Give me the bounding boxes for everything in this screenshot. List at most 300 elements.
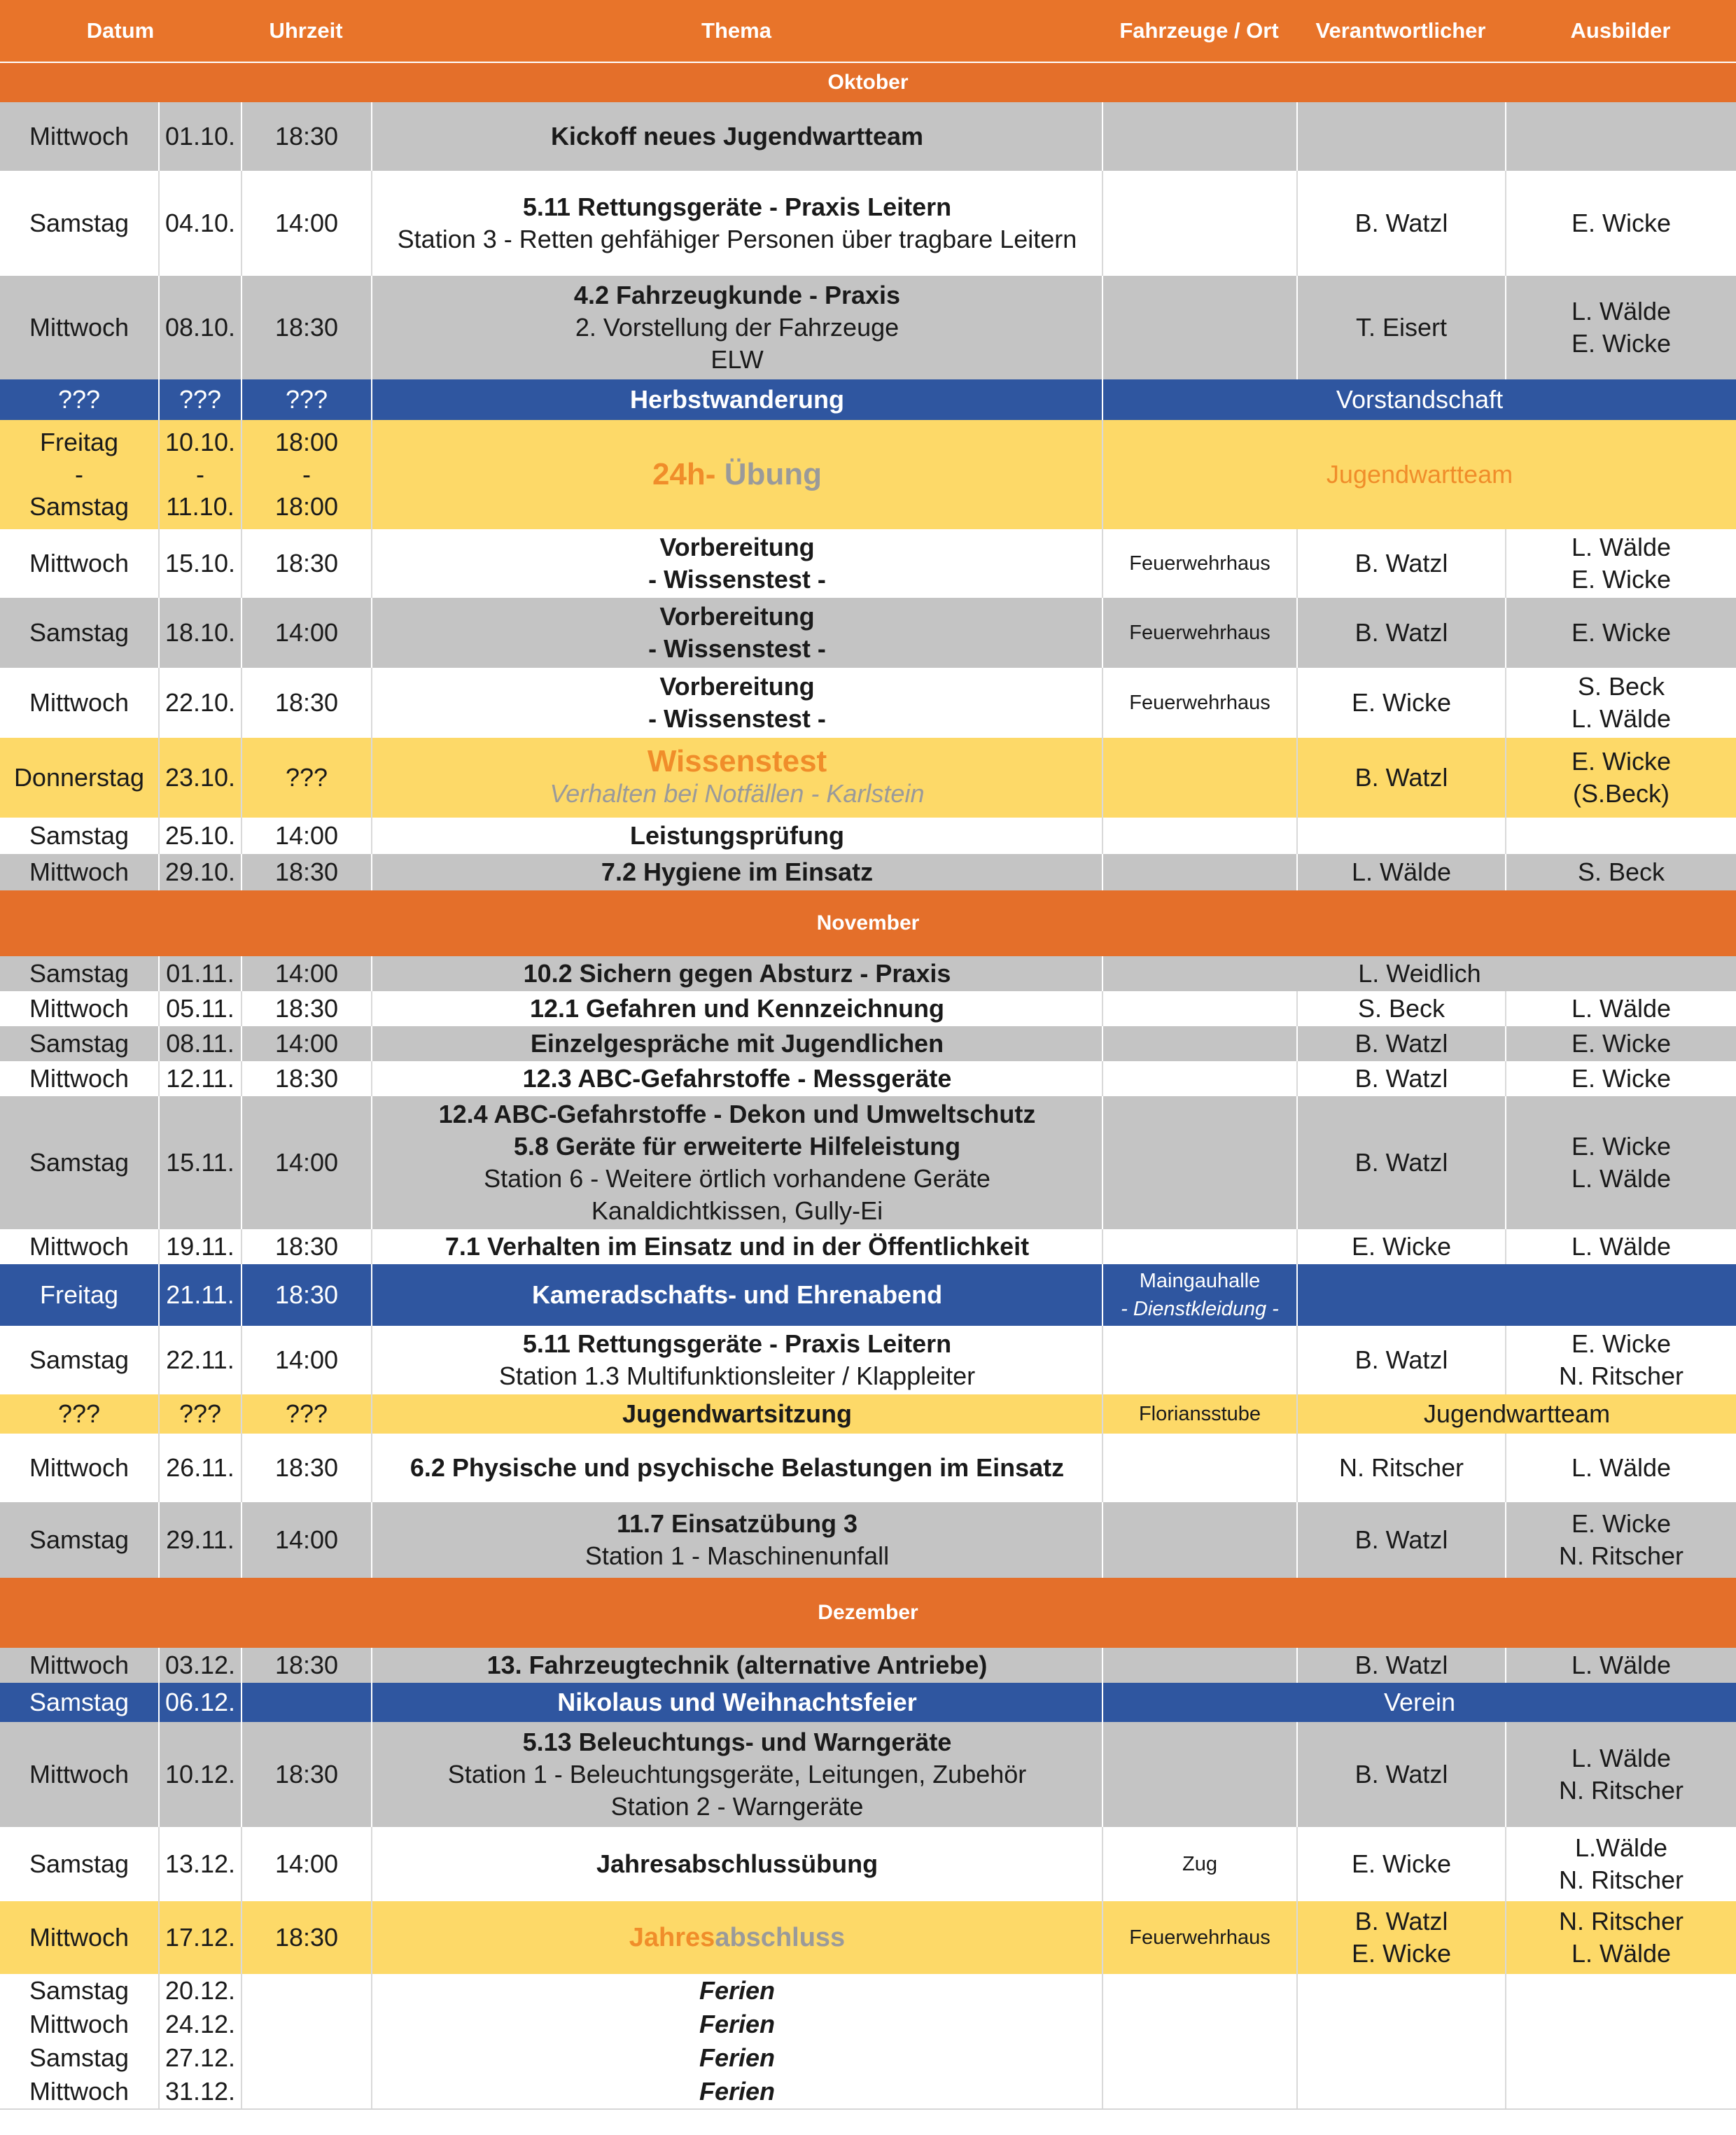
cell-responsible [1296, 102, 1505, 171]
cell-date: 10.12. [158, 1722, 241, 1827]
cell-date: 08.10. [158, 276, 241, 379]
cell-instructor [1505, 2008, 1736, 2041]
table-row [0, 1326, 1736, 1396]
cell-responsible: E. Wicke [1296, 1229, 1505, 1264]
cell-date: 04.10. [158, 171, 241, 276]
cell-date: 01.10. [158, 102, 241, 171]
cell-topic [371, 1326, 1102, 1394]
topic-title: Wissenstest [647, 744, 827, 778]
table-row [0, 1648, 1736, 1684]
cell-topic: Herbstwanderung [371, 379, 1102, 420]
cell-responsible: B. Watzl [1296, 1326, 1505, 1394]
cell-instructor [1505, 1722, 1736, 1827]
cell-time: ??? [241, 379, 371, 420]
cell-instructor: E. Wicke [1505, 171, 1736, 276]
table-row-event [0, 1683, 1736, 1722]
cell-location [1102, 1096, 1296, 1229]
table-row [0, 1096, 1736, 1231]
cell-day: Mittwoch [29, 1923, 130, 1952]
cell-topic: Ferien [371, 2075, 1102, 2108]
instructor-name: N. Ritscher [1558, 1362, 1684, 1390]
cell-date: 22.10. [158, 668, 241, 738]
table-row [0, 818, 1736, 855]
instructor-name: L. Wälde [1571, 704, 1672, 733]
cell-responsible: B. Watzl [1296, 1722, 1505, 1827]
cell-responsible: B. Watzl [1296, 598, 1505, 668]
cell-location [1102, 1974, 1296, 2008]
cell-day: Samstag [29, 821, 130, 850]
table-row [0, 1827, 1736, 1903]
header-ausbilder: Ausbilder [1570, 18, 1671, 43]
cell-responsible: S. Beck [1296, 991, 1505, 1026]
header-datum: Datum [86, 18, 155, 43]
topic-detail: Station 1 - Maschinenunfall [584, 1541, 890, 1570]
instructor-name: E. Wicke [1571, 1329, 1671, 1358]
cell-location [1102, 1229, 1296, 1264]
cell-instructor: L. Wälde [1505, 1648, 1736, 1683]
cell-day: Samstag [29, 1688, 130, 1716]
cell-responsible: B. Watzl [1296, 1096, 1505, 1229]
topic-detail: - Wissenstest - [648, 704, 826, 733]
instructor-name: N. Ritscher [1558, 1907, 1684, 1935]
cell-instructor: L. Wälde [1505, 1229, 1736, 1264]
cell-date: 22.11. [158, 1326, 241, 1394]
cell-location: Feuerwehrhaus [1102, 668, 1296, 738]
cell-responsible [1296, 2075, 1505, 2108]
topic-detail: 2. Vorstellung der Fahrzeuge [575, 313, 899, 342]
cell-responsible: Jugendwartteam [1296, 1394, 1736, 1434]
cell-location [1102, 2075, 1296, 2108]
instructor-name: L. Wälde [1571, 533, 1672, 561]
cell-empty [1296, 1264, 1736, 1326]
cell-topic: Leistungsprüfung [371, 818, 1102, 854]
cell-time: 14:00 [241, 818, 371, 854]
cell-responsible: B. Watzl [1296, 1502, 1505, 1578]
cell-day: Samstag [29, 1345, 130, 1374]
cell-day: Samstag [29, 618, 130, 647]
cell-day: Samstag [29, 1029, 130, 1058]
cell-day: ??? [57, 385, 101, 414]
topic-title: 5.13 Beleuchtungs- und Warngeräte [522, 1728, 952, 1756]
cell-location [1102, 818, 1296, 854]
cell-instructor: L. Wälde [1505, 991, 1736, 1026]
cell-location [1102, 102, 1296, 171]
cell-topic [371, 668, 1102, 738]
table-row [0, 1026, 1736, 1063]
cell-responsible: Vorstandschaft [1102, 379, 1736, 420]
cell-date: 17.12. [158, 1901, 241, 1974]
day-start: Freitag [39, 428, 119, 456]
table-row [0, 1722, 1736, 1828]
cell-topic: Ferien [371, 2041, 1102, 2075]
cell-date: 29.10. [158, 854, 241, 890]
location-note: - Dienstkleidung - [1121, 1298, 1279, 1320]
cell-topic [371, 598, 1102, 668]
header-uhrzeit: Uhrzeit [269, 18, 343, 43]
cell-topic: Kameradschafts- und Ehrenabend [371, 1264, 1102, 1326]
location-name: Maingauhalle [1139, 1270, 1261, 1292]
cell-date: 15.11. [158, 1096, 241, 1229]
cell-topic [371, 529, 1102, 598]
table-row-event [0, 1394, 1736, 1434]
cell-time: 18:30 [241, 1901, 371, 1974]
cell-date: 06.12. [158, 1683, 241, 1722]
cell-time: 14:00 [241, 1827, 371, 1901]
table-row [0, 1229, 1736, 1266]
cell-location [1102, 1502, 1296, 1578]
cell-location: Floriansstube [1102, 1394, 1296, 1434]
cell-time [241, 420, 371, 529]
cell-time: 18:30 [241, 1722, 371, 1827]
table-row [0, 529, 1736, 599]
responsible-name: E. Wicke [1351, 1939, 1451, 1968]
responsible-name: B. Watzl [1354, 1907, 1448, 1935]
cell-date [158, 420, 241, 529]
cell-location [1102, 1026, 1296, 1061]
cell-date: 31.12. [158, 2075, 241, 2108]
cell-location: Feuerwehrhaus [1102, 1901, 1296, 1974]
cell-day: Samstag [29, 959, 130, 988]
cell-instructor: L. Wälde [1505, 1434, 1736, 1502]
table-row [0, 2008, 1736, 2043]
cell-location [1102, 1264, 1296, 1326]
cell-day: ??? [57, 1399, 101, 1428]
cell-topic: 7.2 Hygiene im Einsatz [371, 854, 1102, 890]
cell-time: 18:30 [241, 854, 371, 890]
cell-location [1102, 991, 1296, 1026]
cell-day: Mittwoch [29, 122, 130, 150]
cell-time: 18:30 [241, 1061, 371, 1096]
cell-instructor: E. Wicke [1505, 1026, 1736, 1061]
time-end: 18:00 [274, 492, 339, 521]
cell-time: ??? [241, 1394, 371, 1434]
cell-instructor: E. Wicke [1505, 1061, 1736, 1096]
cell-location: Feuerwehrhaus [1102, 598, 1296, 668]
topic-title: 5.11 Rettungsgeräte - Praxis Leitern [522, 1329, 952, 1358]
cell-location: Feuerwehrhaus [1102, 529, 1296, 598]
cell-day: Samstag [29, 209, 130, 237]
table-row [0, 171, 1736, 277]
instructor-name: E. Wicke [1571, 747, 1671, 776]
cell-topic: 12.1 Gefahren und Kennzeichnung [371, 991, 1102, 1026]
table-row [0, 2041, 1736, 2076]
month-oktober: Oktober [0, 63, 1736, 102]
cell-responsible [1296, 818, 1505, 854]
cell-instructor [1505, 1326, 1736, 1394]
cell-day: Mittwoch [29, 1453, 130, 1482]
instructor-name: L. Wälde [1571, 1744, 1672, 1772]
cell-instructor [1505, 2041, 1736, 2075]
table-row [0, 1061, 1736, 1098]
topic-detail: Verhalten bei Notfällen - Karlstein [550, 779, 925, 808]
cell-topic: 12.3 ABC-Gefahrstoffe - Messgeräte [371, 1061, 1102, 1096]
date-start: 10.10. [164, 428, 236, 456]
cell-responsible: Verein [1102, 1683, 1736, 1722]
table-row-event [0, 420, 1736, 529]
cell-location [1102, 2041, 1296, 2075]
topic-detail: ELW [710, 345, 764, 374]
cell-topic: 13. Fahrzeugtechnik (alternative Antriebe) [371, 1648, 1102, 1683]
cell-instructor [1505, 668, 1736, 738]
topic-detail: Station 1.3 Multifunktionsleiter / Klappleiter [498, 1362, 976, 1390]
cell-topic [371, 738, 1102, 818]
instructor-name: (S.Beck) [1572, 779, 1670, 808]
topic-title: 12.4 ABC-Gefahrstoffe - Dekon und Umweltschutz [438, 1100, 1036, 1128]
cell-instructor [1505, 2075, 1736, 2108]
cell-day: Mittwoch [29, 688, 130, 717]
cell-responsible: B. Watzl [1296, 1061, 1505, 1096]
day-end: Samstag [29, 492, 130, 521]
table-header [0, 0, 1736, 62]
table-row [0, 2075, 1736, 2110]
cell-responsible: N. Ritscher [1296, 1434, 1505, 1502]
cell-instructor [1505, 1502, 1736, 1578]
month-dezember: Dezember [0, 1578, 1736, 1648]
cell-time: 18:30 [241, 991, 371, 1026]
cell-date: 26.11. [158, 1434, 241, 1502]
cell-time: 14:00 [241, 1026, 371, 1061]
table-row-event [0, 1264, 1736, 1326]
cell-time [241, 2008, 371, 2041]
cell-topic [371, 420, 1102, 529]
instructor-name: L. Wälde [1571, 1164, 1672, 1193]
cell-date: 08.11. [158, 1026, 241, 1061]
cell-date: 21.11. [158, 1264, 241, 1326]
cell-time [241, 1683, 371, 1722]
cell-topic: 10.2 Sichern gegen Absturz - Praxis [371, 956, 1102, 991]
instructor-name: S. Beck [1577, 672, 1665, 701]
topic-title: 5.8 Geräte für erweiterte Hilfeleistung [513, 1132, 961, 1161]
cell-date: 29.11. [158, 1502, 241, 1578]
cell-topic: Ferien [371, 1974, 1102, 2008]
cell-topic: Jahresabschlussübung [371, 1827, 1102, 1901]
cell-date: ??? [158, 379, 241, 420]
cell-topic: 6.2 Physische und psychische Belastungen im Einsatz [371, 1434, 1102, 1502]
table-row-event [0, 379, 1736, 420]
cell-date: 12.11. [158, 1061, 241, 1096]
topic-title: Vorbereitung [659, 533, 815, 561]
topic-part: Jahres [629, 1923, 715, 1952]
topic-title: 5.11 Rettungsgeräte - Praxis Leitern [522, 192, 952, 221]
cell-time: 14:00 [241, 171, 371, 276]
cell-day: Mittwoch [29, 858, 130, 886]
cell-time: 18:30 [241, 529, 371, 598]
time-start: 18:00 [274, 428, 339, 456]
cell-time: 18:30 [241, 102, 371, 171]
cell-time [241, 2041, 371, 2075]
cell-responsible: E. Wicke [1296, 1827, 1505, 1901]
cell-instructor [1505, 529, 1736, 598]
cell-location: Zug [1102, 1827, 1296, 1901]
cell-responsible: T. Eisert [1296, 276, 1505, 379]
topic-part: 24h- [652, 457, 716, 491]
instructor-name: L. Wälde [1571, 1939, 1672, 1968]
cell-responsible: Jugendwartteam [1102, 420, 1736, 529]
cell-day: Mittwoch [29, 2077, 130, 2106]
cell-day: Mittwoch [29, 994, 130, 1023]
cell-responsible: B. Watzl [1296, 1026, 1505, 1061]
cell-location [1102, 854, 1296, 890]
date-end: 11.10. [166, 492, 234, 521]
cell-date: 20.12. [158, 1974, 241, 2008]
cell-topic: 7.1 Verhalten im Einsatz und in der Öffentlichkeit [371, 1229, 1102, 1264]
header-verantwortlicher: Verantwortlicher [1315, 18, 1486, 43]
instructor-name: E. Wicke [1571, 1509, 1671, 1538]
cell-instructor [1505, 818, 1736, 854]
topic-detail: - Wissenstest - [648, 565, 826, 594]
cell-time: 14:00 [241, 1096, 371, 1229]
table-row [0, 102, 1736, 172]
cell-instructor [1505, 276, 1736, 379]
cell-date: 27.12. [158, 2041, 241, 2075]
topic-title: 11.7 Einsatzübung 3 [616, 1509, 858, 1538]
table-row-event [0, 1901, 1736, 1974]
cell-responsible: B. Watzl [1296, 1648, 1505, 1683]
table-row [0, 276, 1736, 381]
cell-day: Mittwoch [29, 313, 130, 342]
header-ort: Fahrzeuge / Ort [1119, 18, 1279, 43]
cell-instructor: S. Beck [1505, 854, 1736, 890]
cell-instructor [1505, 1827, 1736, 1901]
cell-date: 23.10. [158, 738, 241, 818]
cell-topic: Jugendwartsitzung [371, 1394, 1102, 1434]
cell-instructor [1505, 1901, 1736, 1974]
instructor-name: L. Wälde [1571, 297, 1672, 326]
cell-day: Mittwoch [29, 1064, 130, 1093]
table-row [0, 854, 1736, 892]
cell-topic [371, 1722, 1102, 1827]
cell-responsible [1296, 1974, 1505, 2008]
cell-time: 18:30 [241, 1648, 371, 1683]
cell-time: 18:30 [241, 1434, 371, 1502]
cell-instructor [1505, 1974, 1736, 2008]
cell-date: 03.12. [158, 1648, 241, 1683]
cell-day: Samstag [29, 1148, 130, 1177]
date-separator: - [196, 460, 204, 489]
instructor-name: N. Ritscher [1558, 1541, 1684, 1570]
table-row [0, 991, 1736, 1028]
header-thema: Thema [701, 18, 771, 43]
cell-day: Mittwoch [29, 1232, 130, 1261]
cell-day: Freitag [39, 1280, 119, 1309]
cell-location [1102, 1722, 1296, 1827]
cell-time: 18:30 [241, 1229, 371, 1264]
cell-location [1102, 171, 1296, 276]
cell-location [1102, 1434, 1296, 1502]
cell-time [241, 2075, 371, 2108]
cell-time: 18:30 [241, 276, 371, 379]
topic-title: Vorbereitung [659, 672, 815, 701]
cell-topic [371, 1096, 1102, 1229]
cell-responsible: B. Watzl [1296, 738, 1505, 818]
cell-location [1102, 1061, 1296, 1096]
topic-detail: Station 6 - Weitere örtlich vorhandene Geräte [484, 1164, 990, 1193]
cell-responsible [1296, 2008, 1505, 2041]
cell-instructor [1505, 1096, 1736, 1229]
month-november: November [0, 890, 1736, 956]
table-row [0, 1502, 1736, 1579]
cell-day [0, 420, 158, 529]
table-row [0, 1434, 1736, 1504]
cell-date: 01.11. [158, 956, 241, 991]
cell-location [1102, 276, 1296, 379]
instructor-name: E. Wicke [1571, 1132, 1671, 1161]
cell-date: 24.12. [158, 2008, 241, 2041]
instructor-name: N. Ritscher [1558, 1776, 1684, 1805]
instructor-name: L.Wälde [1574, 1833, 1668, 1862]
cell-date: ??? [158, 1394, 241, 1434]
topic-detail: - Wissenstest - [648, 634, 826, 663]
table-row [0, 668, 1736, 739]
cell-time: 14:00 [241, 1326, 371, 1394]
cell-responsible [1296, 1901, 1505, 1974]
cell-day: Samstag [29, 1976, 130, 2005]
table-row [0, 598, 1736, 669]
cell-day: Mittwoch [29, 1760, 130, 1788]
topic-part: abschluss [715, 1923, 846, 1952]
cell-date: 05.11. [158, 991, 241, 1026]
cell-instructor: E. Wicke [1505, 598, 1736, 668]
cell-time: 18:30 [241, 1264, 371, 1326]
cell-responsible: B. Watzl [1296, 171, 1505, 276]
cell-topic: Einzelgespräche mit Jugendlichen [371, 1026, 1102, 1061]
cell-instructor [1505, 738, 1736, 818]
topic-detail: Kanaldichtkissen, Gully-Ei [591, 1196, 883, 1225]
cell-day: Mittwoch [29, 2010, 130, 2038]
cell-location [1102, 738, 1296, 818]
cell-day: Samstag [29, 1525, 130, 1554]
cell-day: Samstag [29, 1849, 130, 1878]
instructor-name: N. Ritscher [1558, 1865, 1684, 1894]
day-separator: - [75, 460, 83, 489]
cell-topic: Nikolaus und Weihnachtsfeier [371, 1683, 1102, 1722]
instructor-name: E. Wicke [1571, 565, 1671, 594]
cell-topic [371, 171, 1102, 276]
cell-day: Mittwoch [29, 1651, 130, 1679]
cell-time [241, 1974, 371, 2008]
topic-detail: Station 2 - Warngeräte [610, 1792, 864, 1821]
cell-day: Samstag [29, 2043, 130, 2072]
cell-date: 13.12. [158, 1827, 241, 1901]
cell-time: 18:30 [241, 668, 371, 738]
cell-responsible: B. Watzl [1296, 529, 1505, 598]
cell-responsible: L. Wälde [1296, 854, 1505, 890]
cell-time: ??? [241, 738, 371, 818]
cell-topic: Ferien [371, 2008, 1102, 2041]
table-row-event [0, 738, 1736, 818]
cell-date: 25.10. [158, 818, 241, 854]
cell-instructor [1505, 102, 1736, 171]
table-row [0, 1974, 1736, 2009]
time-separator: - [302, 460, 311, 489]
cell-day: Donnerstag [13, 763, 145, 792]
topic-detail: Station 3 - Retten gehfähiger Personen über tragbare Leitern [397, 225, 1077, 253]
cell-topic: Kickoff neues Jugendwartteam [371, 102, 1102, 171]
cell-topic [371, 1901, 1102, 1974]
topic-detail: Station 1 - Beleuchtungsgeräte, Leitungen, Zubehör [447, 1760, 1027, 1788]
cell-location [1102, 2008, 1296, 2041]
topic-title: 4.2 Fahrzeugkunde - Praxis [573, 281, 901, 309]
cell-time: 14:00 [241, 598, 371, 668]
topic-title: Vorbereitung [659, 602, 815, 631]
table-row [0, 956, 1736, 993]
cell-topic [371, 276, 1102, 379]
cell-responsible: L. Weidlich [1102, 956, 1736, 991]
cell-date: 15.10. [158, 529, 241, 598]
cell-date: 18.10. [158, 598, 241, 668]
topic-part: Übung [724, 457, 822, 491]
cell-responsible: E. Wicke [1296, 668, 1505, 738]
